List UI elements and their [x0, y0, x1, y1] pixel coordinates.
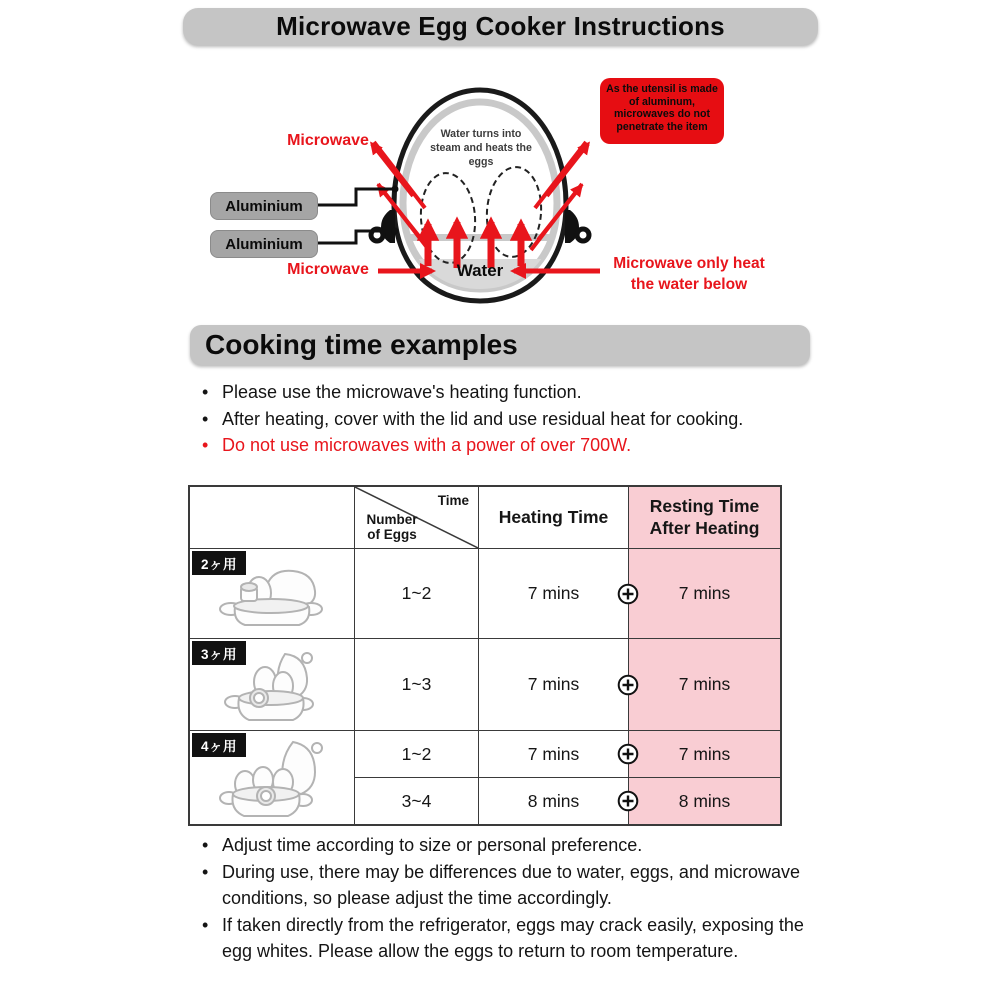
resting-value: 7 mins: [628, 549, 780, 638]
corner-time-label: Time: [437, 493, 469, 508]
bullet-dot: •: [202, 435, 209, 455]
bullet-dot: •: [202, 861, 209, 882]
microwave-label-bottom: Microwave: [287, 261, 369, 278]
model-chip: 3ヶ用: [192, 641, 246, 665]
section-heading-text: Cooking time examples: [205, 329, 518, 360]
table-sub-row: [354, 731, 780, 777]
eggs-value: 1~2: [354, 731, 478, 777]
model-chip: 2ヶ用: [192, 551, 246, 575]
eggs-value: 1~3: [354, 639, 478, 730]
side-clip-left: [371, 210, 395, 243]
corner-eggs-label: Number of Eggs: [366, 511, 418, 543]
heating-value: 8 mins: [478, 778, 628, 824]
notes-bullet-list: [200, 832, 830, 965]
page-title-text: Microwave Egg Cooker Instructions: [276, 11, 725, 41]
plus-icon: [617, 674, 639, 696]
product-cell-3: [190, 639, 354, 730]
resting-value: 7 mins: [628, 639, 780, 730]
eggs-value: 1~2: [354, 549, 478, 638]
cooking-time-table: [188, 485, 782, 826]
note-item: • During use, there may be differences due to water, eggs, and microwave conditions, so please adjust the time accordingly.: [200, 859, 830, 912]
page-title: [183, 8, 818, 45]
egg-cooker-diagram: [180, 68, 820, 318]
note-item: • Adjust time according to size or personal preference.: [200, 832, 830, 859]
table-row: [190, 638, 780, 730]
aluminium-label-2: Aluminium: [210, 230, 318, 258]
table-row: [190, 730, 780, 824]
bullet-item-warning: • Do not use microwaves with a power of over 700W.: [200, 432, 820, 459]
bullet-item: • After heating, cover with the lid and use residual heat for cooking.: [200, 406, 820, 433]
model-chip: 4ヶ用: [192, 733, 246, 757]
header-heating-time: Heating Time: [478, 487, 628, 548]
section-heading: [190, 325, 810, 365]
usage-bullet-list: [200, 379, 820, 459]
table-sub-row: [354, 777, 780, 824]
bullet-dot: •: [202, 835, 209, 855]
steam-note: Water turns into steam and heats the eggs: [430, 128, 532, 168]
aluminium-label-1: Aluminium: [210, 192, 318, 220]
bullet-dot: •: [202, 382, 209, 402]
bullet-item: • Please use the microwave's heating function.: [200, 379, 820, 406]
header-empty-cell: [190, 487, 354, 548]
heating-value: 7 mins: [478, 549, 628, 638]
product-cell-2: [190, 549, 354, 638]
plus-icon: [617, 583, 639, 605]
note-item: • If taken directly from the refrigerator, eggs may crack easily, exposing the egg whites. Please allow the eggs to return to room temperature.: [200, 912, 830, 965]
product-cell-4: [190, 731, 354, 824]
header-corner-cell: [354, 487, 478, 548]
resting-value: 8 mins: [628, 778, 780, 824]
heating-value: 7 mins: [478, 731, 628, 777]
aluminum-warning-box: As the utensil is made of aluminum, microwaves do not penetrate the item: [600, 78, 724, 144]
plus-icon: [617, 743, 639, 765]
bullet-dot: •: [202, 408, 209, 429]
table-row: [190, 548, 780, 638]
water-label: Water: [456, 261, 504, 280]
water-only-note: Microwave only heat the water below: [613, 255, 765, 293]
bullet-dot: •: [202, 914, 209, 935]
table-header-row: [190, 487, 780, 548]
resting-value: 7 mins: [628, 731, 780, 777]
plus-icon: [617, 790, 639, 812]
heating-value: 7 mins: [478, 639, 628, 730]
sub-rows: [354, 731, 780, 824]
side-clip-right: [565, 210, 589, 243]
microwave-label-top: Microwave: [287, 132, 369, 149]
header-resting-time: Resting Time After Heating: [628, 487, 780, 548]
eggs-value: 3~4: [354, 778, 478, 824]
